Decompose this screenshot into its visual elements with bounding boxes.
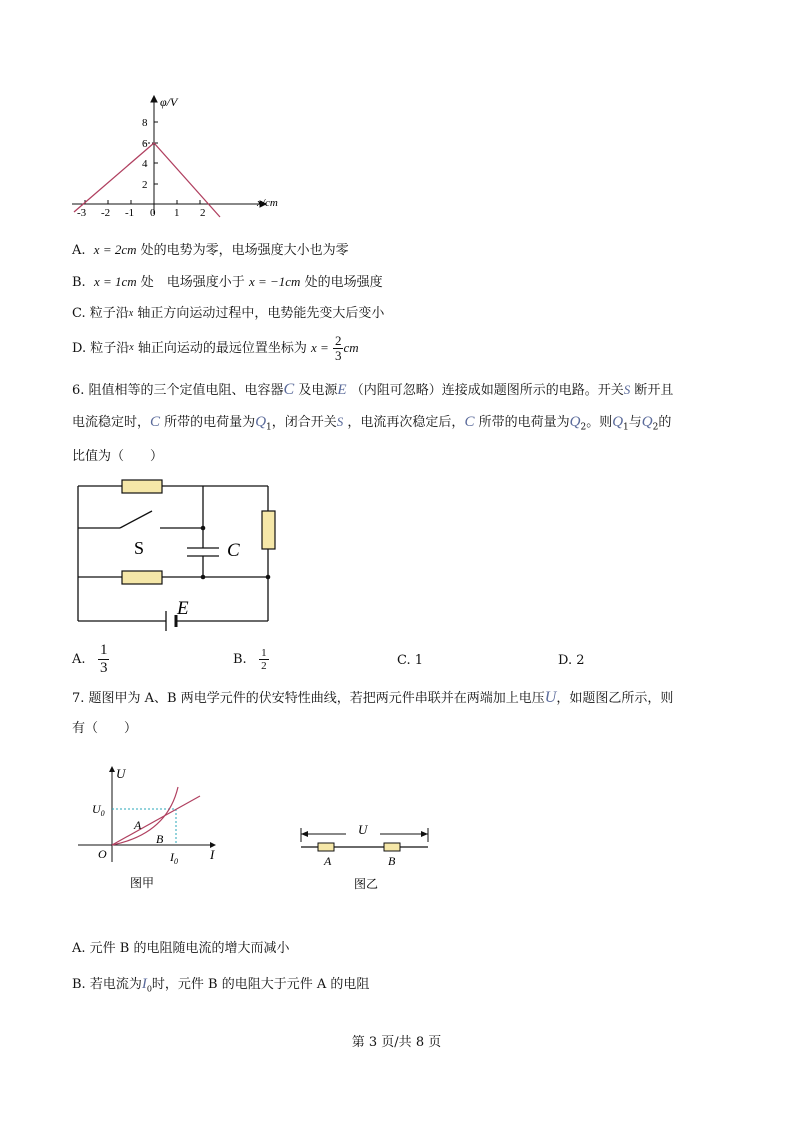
q6-circuit-diagram	[70, 478, 290, 638]
source-label: E	[177, 598, 189, 619]
q6-option-d: D. 2	[558, 653, 585, 668]
caption-jia: 图甲	[130, 876, 155, 890]
q7-stem-line1: 7. 题图甲为 A、B 两电学元件的伏安特性曲线，若把两元件串联并在两端加上电压U，如题图乙所示，则	[72, 689, 674, 706]
x-tick: -1	[125, 207, 135, 219]
curve-b-line	[112, 787, 178, 845]
x-tick: -3	[77, 207, 87, 219]
element-a-label: A	[324, 854, 332, 868]
q6-option-b: B. $\frac{1}{2}$	[233, 647, 267, 672]
y-axis-label: φ/V	[160, 95, 178, 109]
q5-option-a: A. x = 2cm 处的电势为零，电场强度大小也为零	[72, 242, 349, 258]
q6-stem-line3: 比值为（ ）	[72, 449, 164, 464]
curve-a-label: A	[134, 818, 142, 832]
voltage-label: U	[358, 822, 368, 837]
phi-x-graph	[60, 90, 300, 220]
resistor-middle	[122, 571, 162, 584]
element-b	[384, 843, 400, 851]
y-tick: 8	[142, 117, 148, 129]
q7-figure-yi	[298, 820, 438, 895]
element-b-label: B	[388, 854, 396, 868]
i0-label: $I_0$	[170, 850, 178, 866]
q5-option-b: B. x = 1cm 处 电场强度小于 x = −1cm 处的电场强度	[72, 274, 383, 290]
fraction-two-thirds: $\frac{2}{3}$	[334, 333, 342, 363]
x-tick: 2	[200, 207, 206, 219]
q6-option-c: C. 1	[397, 653, 424, 668]
q5-option-c: C. 粒子沿$^x$ 轴正方向运动过程中，电势能先变大后变小	[72, 306, 385, 321]
y-tick: 6	[142, 138, 148, 150]
y-tick: 2	[142, 179, 148, 191]
element-a	[318, 843, 334, 851]
q6-stem-line2: 电流稳定时，C 所带的电荷量为$Q_1$，闭合开关S ，电流再次稳定后，C 所带的电荷量为$Q_2$。则$Q_1$与$Q_2$的	[72, 414, 672, 433]
q7-stem-line2: 有（ ）	[72, 721, 138, 736]
y-tick: 4	[142, 158, 148, 170]
resistor-top	[122, 480, 162, 493]
caption-yi: 图乙	[354, 877, 379, 891]
capacitor-label: C	[227, 540, 240, 561]
q7-figure-jia	[72, 762, 232, 892]
q7-option-b: B. 若电流为$I_0$时，元件 B 的电阻大于元件 A 的电阻	[72, 976, 370, 994]
switch-label: S	[134, 538, 145, 558]
x-axis-label: x/cm	[257, 197, 278, 209]
u-axis-label: U	[116, 766, 126, 781]
q7-option-a: A. 元件 B 的电阻随电流的增大而减小	[72, 941, 290, 956]
x-tick: 0	[150, 207, 156, 219]
u0-label: $U_0$	[92, 802, 105, 818]
resistor-right	[262, 511, 275, 549]
x-tick: -2	[101, 207, 111, 219]
q6-stem-line1: 6. 阻值相等的三个定值电阻、电容器C 及电源E （内阻可忽略）连接成如题图所示的电路。开关S 断开且	[72, 381, 674, 398]
curve-b-label: B	[156, 832, 164, 846]
q6-option-a: A. $\frac{1}{3}$	[72, 642, 108, 676]
x-tick: 1	[174, 207, 180, 219]
page-footer: 第 3 页/共 8 页	[351, 1035, 442, 1050]
i-axis-label: I	[210, 847, 215, 862]
q5-option-d: D. 粒子沿$^x$ 轴正向运动的最远位置坐标为 x = $\frac{2}{3}$ cm	[72, 333, 359, 363]
origin-label: O	[98, 847, 107, 861]
